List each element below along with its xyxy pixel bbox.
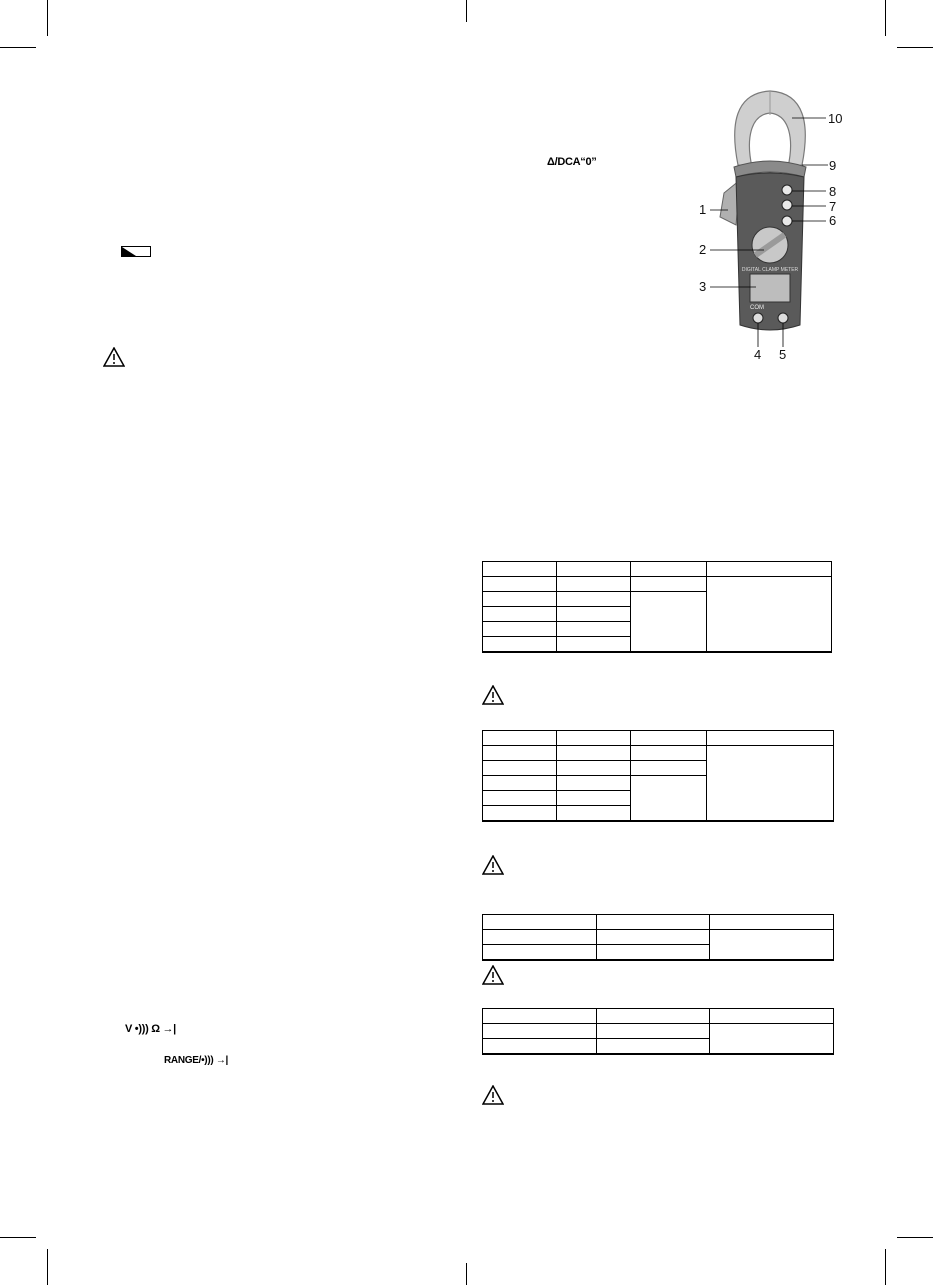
callout-8: 8 <box>829 184 837 199</box>
callout-3: 3 <box>699 279 707 294</box>
warning-icon <box>482 1085 504 1105</box>
spec-table-1 <box>482 561 832 653</box>
callout-5: 5 <box>779 347 787 362</box>
meter-button <box>782 185 792 195</box>
zero-button-symbol: Δ/DCA“0” <box>547 156 597 168</box>
function-modes-symbol: V •))) Ω →| <box>125 1023 176 1035</box>
input-jack <box>778 313 788 323</box>
com-jack <box>753 313 763 323</box>
crop-mark <box>0 1237 36 1238</box>
spec-table-4 <box>482 1008 834 1055</box>
clamp-meter-figure <box>690 85 850 365</box>
fold-mark <box>466 1263 467 1285</box>
warning-icon <box>103 347 125 367</box>
callout-4: 4 <box>754 347 762 362</box>
warning-icon <box>482 965 504 985</box>
lcd-display <box>750 274 790 302</box>
svg-text:DIGITAL CLAMP METER: DIGITAL CLAMP METER <box>741 267 799 273</box>
svg-text:COM: COM <box>750 305 764 311</box>
range-button-symbol: RANGE/•))) →| <box>164 1055 229 1066</box>
crop-mark <box>47 1249 48 1285</box>
crop-mark <box>47 0 48 36</box>
callout-9: 9 <box>829 158 837 173</box>
callout-1: 1 <box>699 202 707 217</box>
callout-2: 2 <box>699 242 707 257</box>
crop-mark <box>897 1237 933 1238</box>
callout-6: 6 <box>829 213 837 228</box>
battery-low-icon <box>121 246 151 257</box>
warning-icon <box>482 855 504 875</box>
crop-mark <box>885 1249 886 1285</box>
meter-button <box>782 216 792 226</box>
crop-mark <box>885 0 886 36</box>
warning-icon <box>482 685 504 705</box>
crop-mark <box>0 47 36 48</box>
callout-7: 7 <box>829 199 837 214</box>
callout-10: 10 <box>828 111 843 126</box>
spec-table-3 <box>482 914 834 961</box>
crop-mark <box>897 47 933 48</box>
fold-mark <box>466 0 467 22</box>
spec-table-2 <box>482 730 834 822</box>
meter-button <box>782 200 792 210</box>
